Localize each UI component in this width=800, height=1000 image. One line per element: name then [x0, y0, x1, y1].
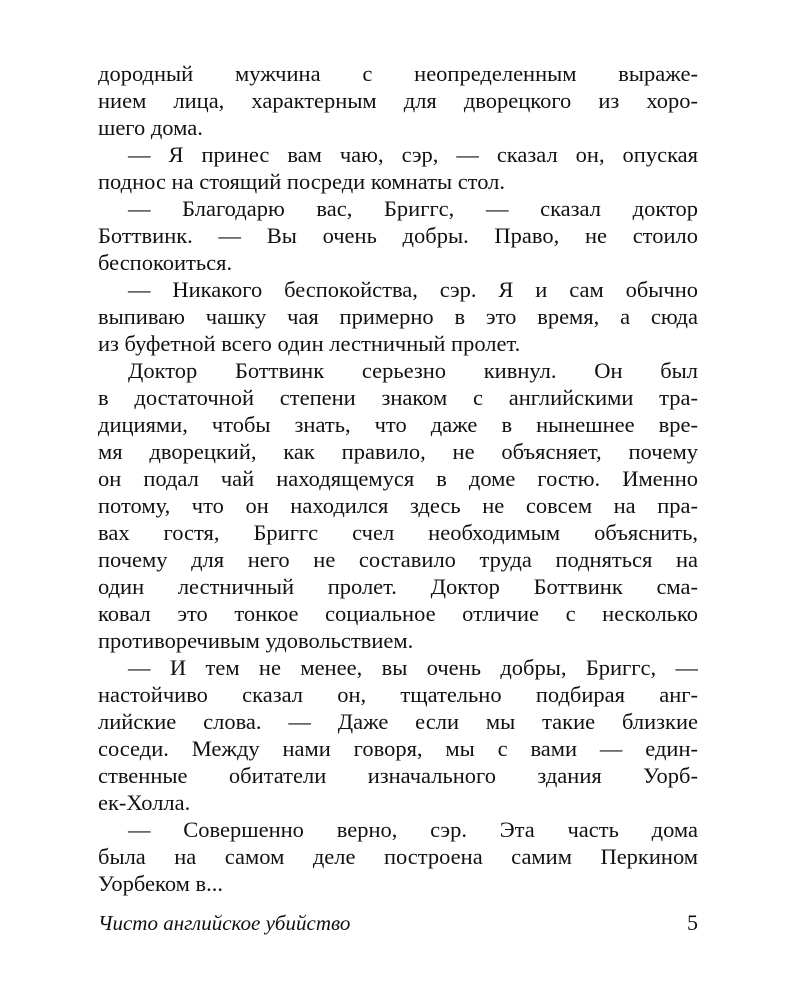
text-line: шего дома.: [98, 115, 203, 140]
text-line: дициями, чтобы знать, что даже в нынешнее вре-: [98, 412, 698, 437]
text-line: мя дворецкий, как правило, не объясняет, почему: [98, 439, 698, 464]
text-line: противоречивым удовольствием.: [98, 628, 414, 653]
text-line: ковал это тонкое социальное отличие с несколько: [98, 601, 698, 626]
text-line: Уорбеком в...: [98, 871, 224, 896]
text-line: — И тем не менее, вы очень добры, Бриггс, —: [128, 655, 698, 680]
text-line: лийские слова. — Даже если мы такие близкие: [98, 709, 698, 734]
text-line: поднос на стоящий посреди комнаты стол.: [98, 169, 506, 194]
text-line: ек-Холла.: [98, 790, 191, 815]
text-line: он подал чай находящемуся в доме гостю. Именно: [98, 466, 698, 491]
text-line: нием лица, характерным для дворецкого из хоро-: [98, 88, 698, 113]
text-line: выпиваю чашку чая примерно в это время, а сюда: [98, 304, 698, 329]
text-line: — Я принес вам чаю, сэр, — сказал он, опуская: [128, 142, 698, 167]
running-footer-title: Чисто английское убийство: [98, 911, 351, 935]
text-line: была на самом деле построена самим Перкином: [98, 844, 698, 869]
text-line: вах гостя, Бриггс счел необходимым объяснить,: [98, 520, 698, 545]
page-number: 5: [687, 910, 698, 935]
text-line: из буфетной всего один лестничный пролет.: [98, 331, 521, 356]
text-line: ственные обитатели изначального здания Уорб-: [98, 763, 698, 788]
text-line: — Совершенно верно, сэр. Эта часть дома: [128, 817, 698, 842]
text-line: Боттвинк. — Вы очень добры. Право, не стоило: [98, 223, 698, 248]
text-line: один лестничный пролет. Доктор Боттвинк сма-: [98, 574, 698, 599]
text-line: Доктор Боттвинк серьезно кивнул. Он был: [128, 358, 698, 383]
text-line: потому, что он находился здесь не совсем на пра-: [98, 493, 698, 518]
page-footer: [98, 909, 698, 939]
text-line: соседи. Между нами говоря, мы с вами — един-: [98, 736, 698, 761]
text-line: в достаточной степени знаком с английскими тра-: [98, 385, 698, 410]
text-line: беспокоиться.: [98, 250, 233, 275]
text-line: почему для него не составило труда подняться на: [98, 547, 698, 572]
text-line: настойчиво сказал он, тщательно подбирая анг-: [98, 682, 698, 707]
text-line: — Никакого беспокойства, сэр. Я и сам обычно: [128, 277, 698, 302]
text-line: — Благодарю вас, Бриггс, — сказал доктор: [128, 196, 698, 221]
body-text: [98, 60, 698, 897]
text-line: дородный мужчина с неопределенным выраже-: [98, 61, 698, 86]
